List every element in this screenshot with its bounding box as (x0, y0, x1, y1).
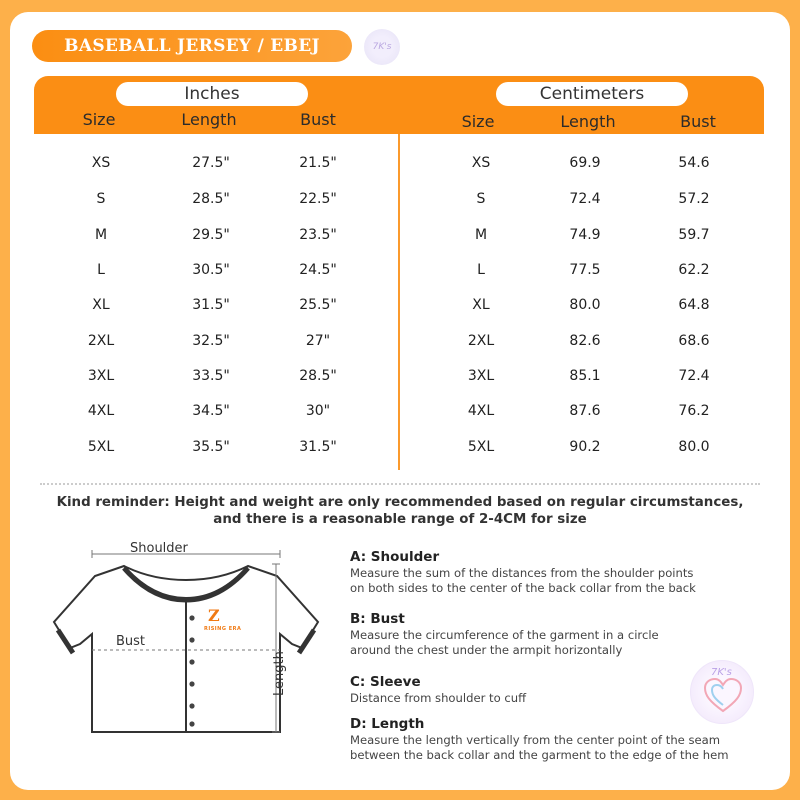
definition-text: Measure the length vertically from the center point of the seam (350, 733, 721, 747)
cm-cell-size: 4XL (467, 403, 495, 419)
inches-cell-size: S (96, 191, 106, 207)
definition-bust (350, 611, 770, 658)
definition-text: Measure the circumference of the garment in a circle (350, 628, 659, 642)
inches-cell-size: L (97, 262, 105, 278)
length-label: Length (272, 651, 287, 696)
inches-cell-bust: 27" (305, 333, 331, 349)
inches-cell-size: 5XL (87, 439, 115, 455)
inches-header-bust: Bust (300, 110, 336, 129)
cm-cell-size: L (477, 262, 485, 278)
inches-cell-size: 3XL (87, 368, 115, 384)
inches-header-length: Length (181, 110, 237, 129)
cm-cell-bust: 72.4 (678, 368, 710, 384)
cm-cell-length: 87.6 (569, 403, 601, 419)
inches-cell-length: 34.5" (192, 403, 230, 419)
inches-cell-bust: 23.5" (299, 227, 337, 243)
inches-cell-bust: 21.5" (299, 155, 337, 171)
inches-cell-size: XL (92, 297, 110, 313)
cm-cell-length: 85.1 (569, 368, 601, 384)
cm-cell-bust: 62.2 (678, 262, 710, 278)
cm-cell-size: XL (472, 297, 490, 313)
definition-title: C: Sleeve (350, 674, 421, 690)
definition-text: around the chest under the armpit horizontally (350, 643, 623, 657)
heart-icon (691, 661, 755, 725)
cm-cell-length: 90.2 (569, 439, 601, 455)
inches-label: Inches (116, 82, 308, 106)
cm-cell-bust: 76.2 (678, 403, 710, 419)
cm-header-bust: Bust (680, 112, 716, 131)
cm-cell-bust: 54.6 (678, 155, 710, 171)
inches-cell-length: 27.5" (192, 155, 230, 171)
definition-text: on both sides to the center of the back collar from the back (350, 581, 696, 595)
inches-cell-size: XS (91, 155, 111, 171)
definition-title: A: Shoulder (350, 549, 440, 565)
inches-cell-size: 4XL (87, 403, 115, 419)
inches-cell-size: M (94, 227, 108, 243)
brand-mark-letter: Z (208, 606, 220, 625)
inches-cell-bust: 30" (305, 403, 331, 419)
inches-cell-length: 28.5" (192, 191, 230, 207)
centimeters-label: Centimeters (496, 82, 688, 106)
inches-cell-bust: 31.5" (299, 439, 337, 455)
cm-cell-length: 82.6 (569, 333, 601, 349)
inches-cell-size: 2XL (87, 333, 115, 349)
jersey-diagram (40, 536, 330, 776)
inches-cell-length: 33.5" (192, 368, 230, 384)
definition-title: B: Bust (350, 611, 405, 627)
inches-cell-bust: 25.5" (299, 297, 337, 313)
cm-cell-length: 77.5 (569, 262, 601, 278)
cm-cell-length: 74.9 (569, 227, 601, 243)
cm-cell-bust: 80.0 (678, 439, 710, 455)
cm-header-size: Size (461, 112, 495, 131)
cm-cell-size: 2XL (467, 333, 495, 349)
inches-cell-length: 35.5" (192, 439, 230, 455)
table-divider (398, 134, 400, 470)
cm-cell-size: M (474, 227, 488, 243)
cm-cell-length: 69.9 (569, 155, 601, 171)
brand-logo-large (690, 660, 754, 724)
inches-cell-bust: 24.5" (299, 262, 337, 278)
inches-cell-bust: 28.5" (299, 368, 337, 384)
brand-text: RISING ERA (204, 626, 242, 632)
inches-cell-length: 32.5" (192, 333, 230, 349)
definition-title: D: Length (350, 716, 425, 732)
inches-cell-length: 31.5" (192, 297, 230, 313)
cm-cell-size: S (476, 191, 486, 207)
definition-shoulder (350, 549, 770, 596)
definition-text: between the back collar and the garment to the edge of the hem (350, 748, 729, 762)
brand-mark (208, 606, 220, 625)
brand-logo-small-text: 7K's (372, 42, 392, 52)
cm-cell-bust: 57.2 (678, 191, 710, 207)
inches-cell-length: 29.5" (192, 227, 230, 243)
cm-header-length: Length (560, 112, 616, 131)
cm-cell-bust: 64.8 (678, 297, 710, 313)
cm-cell-size: 5XL (467, 439, 495, 455)
definition-text: Measure the sum of the distances from the shoulder points (350, 566, 694, 580)
bust-label: Bust (116, 634, 146, 649)
reminder-line-1: Kind reminder: Height and weight are only recommended based on regular circumstances, (56, 495, 744, 510)
inches-cell-length: 30.5" (192, 262, 230, 278)
cm-cell-bust: 59.7 (678, 227, 710, 243)
inches-cell-bust: 22.5" (299, 191, 337, 207)
inches-header-size: Size (82, 110, 116, 129)
reminder-line-2: and there is a reasonable range of 2-4CM for size (213, 512, 587, 527)
cm-cell-bust: 68.6 (678, 333, 710, 349)
cm-cell-length: 80.0 (569, 297, 601, 313)
shoulder-label: Shoulder (130, 541, 188, 556)
brand-logo-small (364, 29, 400, 65)
brand-logo-large-text: 7K's (711, 667, 732, 678)
cm-cell-size: 3XL (467, 368, 495, 384)
page-title: BASEBALL JERSEY / EBEJ (32, 30, 352, 62)
definition-text: Distance from shoulder to cuff (350, 691, 527, 705)
cm-cell-size: XS (471, 155, 491, 171)
kind-reminder (40, 483, 760, 528)
cm-cell-length: 72.4 (569, 191, 601, 207)
